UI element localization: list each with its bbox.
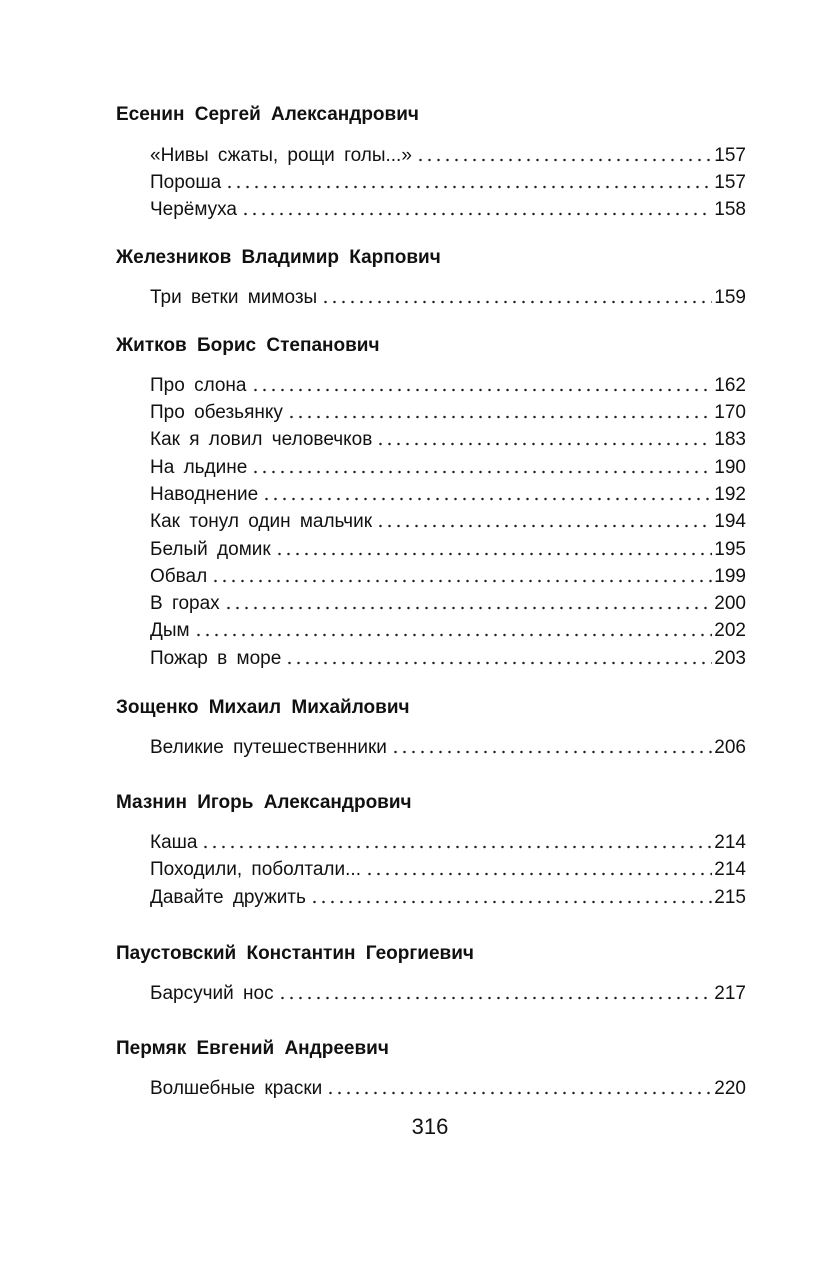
dot-leader	[224, 605, 713, 611]
toc-entry	[150, 830, 746, 854]
entry-page-number: 157	[714, 172, 746, 193]
toc-entry	[150, 735, 746, 759]
toc-entry	[150, 373, 746, 397]
toc-entry	[150, 143, 746, 167]
author-heading: Житков Борис Степанович	[116, 335, 380, 356]
entry-page-number: 200	[714, 593, 746, 614]
entry-title: Давайте дружить	[150, 887, 306, 908]
entry-title: Пожар в море	[150, 648, 282, 669]
dot-leader	[285, 660, 712, 666]
dot-leader	[278, 995, 713, 1001]
dot-leader	[251, 387, 713, 393]
entry-title: На льдине	[150, 457, 248, 478]
entry-page-number: 192	[714, 484, 746, 505]
dot-leader	[194, 632, 713, 638]
entry-page-number: 158	[714, 199, 746, 220]
author-heading: Мазнин Игорь Александрович	[116, 792, 412, 813]
entry-title: Три ветки мимозы	[150, 287, 318, 308]
dot-leader	[365, 871, 712, 877]
entry-page-number: 203	[714, 648, 746, 669]
entry-page-number: 214	[714, 859, 746, 880]
dot-leader	[376, 523, 712, 529]
page-number: 316	[411, 1114, 449, 1139]
dot-leader	[201, 844, 712, 850]
entry-title: Про обезьянку	[150, 402, 283, 423]
entry-page-number: 170	[714, 402, 746, 423]
entry-title: Про слона	[150, 375, 247, 396]
entry-title: Белый домик	[150, 539, 271, 560]
entry-page-number: 217	[714, 983, 746, 1004]
toc-entry	[150, 400, 746, 424]
entry-page-number: 162	[714, 375, 746, 396]
toc-entry	[150, 646, 746, 670]
entry-page-number: 199	[714, 566, 746, 587]
entry-title: В горах	[150, 593, 220, 614]
dot-leader	[321, 299, 712, 305]
toc-entry	[150, 857, 746, 881]
toc-entry	[150, 618, 746, 642]
entry-title: Волшебные краски	[150, 1078, 323, 1099]
dot-leader	[391, 749, 712, 755]
toc-entry	[150, 591, 746, 615]
author-heading: Паустовский Константин Георгиевич	[116, 943, 474, 964]
entry-page-number: 195	[714, 539, 746, 560]
toc-entry	[150, 482, 746, 506]
toc-entry	[150, 509, 746, 533]
entry-page-number: 183	[714, 429, 746, 450]
entry-title: Дым	[150, 620, 190, 641]
dot-leader	[287, 414, 712, 420]
toc-entry	[150, 537, 746, 561]
entry-title: Наводнение	[150, 484, 259, 505]
entry-title: Походили, поболтали...	[150, 859, 361, 880]
entry-page-number: 220	[714, 1078, 746, 1099]
entry-title: Пороша	[150, 172, 222, 193]
toc-entry	[150, 564, 746, 588]
entry-page-number: 157	[714, 145, 746, 166]
entry-page-number: 214	[714, 832, 746, 853]
entry-title: Великие путешественники	[150, 737, 387, 758]
toc-entry	[150, 1076, 746, 1100]
dot-leader	[326, 1090, 712, 1096]
toc-entry	[150, 981, 746, 1005]
entry-page-number: 190	[714, 457, 746, 478]
toc-entry	[150, 197, 746, 221]
author-heading: Железников Владимир Карпович	[116, 247, 441, 268]
toc-entry	[150, 885, 746, 909]
dot-leader	[211, 578, 712, 584]
entry-title: Как тонул один мальчик	[150, 511, 373, 532]
entry-title: «Нивы сжаты, рощи голы...»	[150, 145, 412, 166]
toc-entry	[150, 170, 746, 194]
toc-entry	[150, 427, 746, 451]
entry-page-number: 202	[714, 620, 746, 641]
dot-leader	[376, 441, 712, 447]
dot-leader	[275, 551, 713, 557]
toc-entry	[150, 455, 746, 479]
entry-title: Черёмуха	[150, 199, 237, 220]
author-heading: Пермяк Евгений Андреевич	[116, 1038, 389, 1059]
dot-leader	[241, 211, 712, 217]
author-heading: Зощенко Михаил Михайлович	[116, 697, 410, 718]
author-heading: Есенин Сергей Александрович	[116, 104, 419, 125]
entry-title: Каша	[150, 832, 198, 853]
entry-title: Обвал	[150, 566, 208, 587]
dot-leader	[310, 899, 712, 905]
dot-leader	[251, 469, 712, 475]
entry-page-number: 159	[714, 287, 746, 308]
dot-leader	[225, 184, 712, 190]
entry-title: Барсучий нос	[150, 983, 274, 1004]
entry-title: Как я ловил человечков	[150, 429, 373, 450]
entry-page-number: 206	[714, 737, 746, 758]
dot-leader	[416, 157, 712, 163]
entry-page-number: 194	[714, 511, 746, 532]
dot-leader	[262, 496, 712, 502]
toc-entry	[150, 285, 746, 309]
entry-page-number: 215	[714, 887, 746, 908]
